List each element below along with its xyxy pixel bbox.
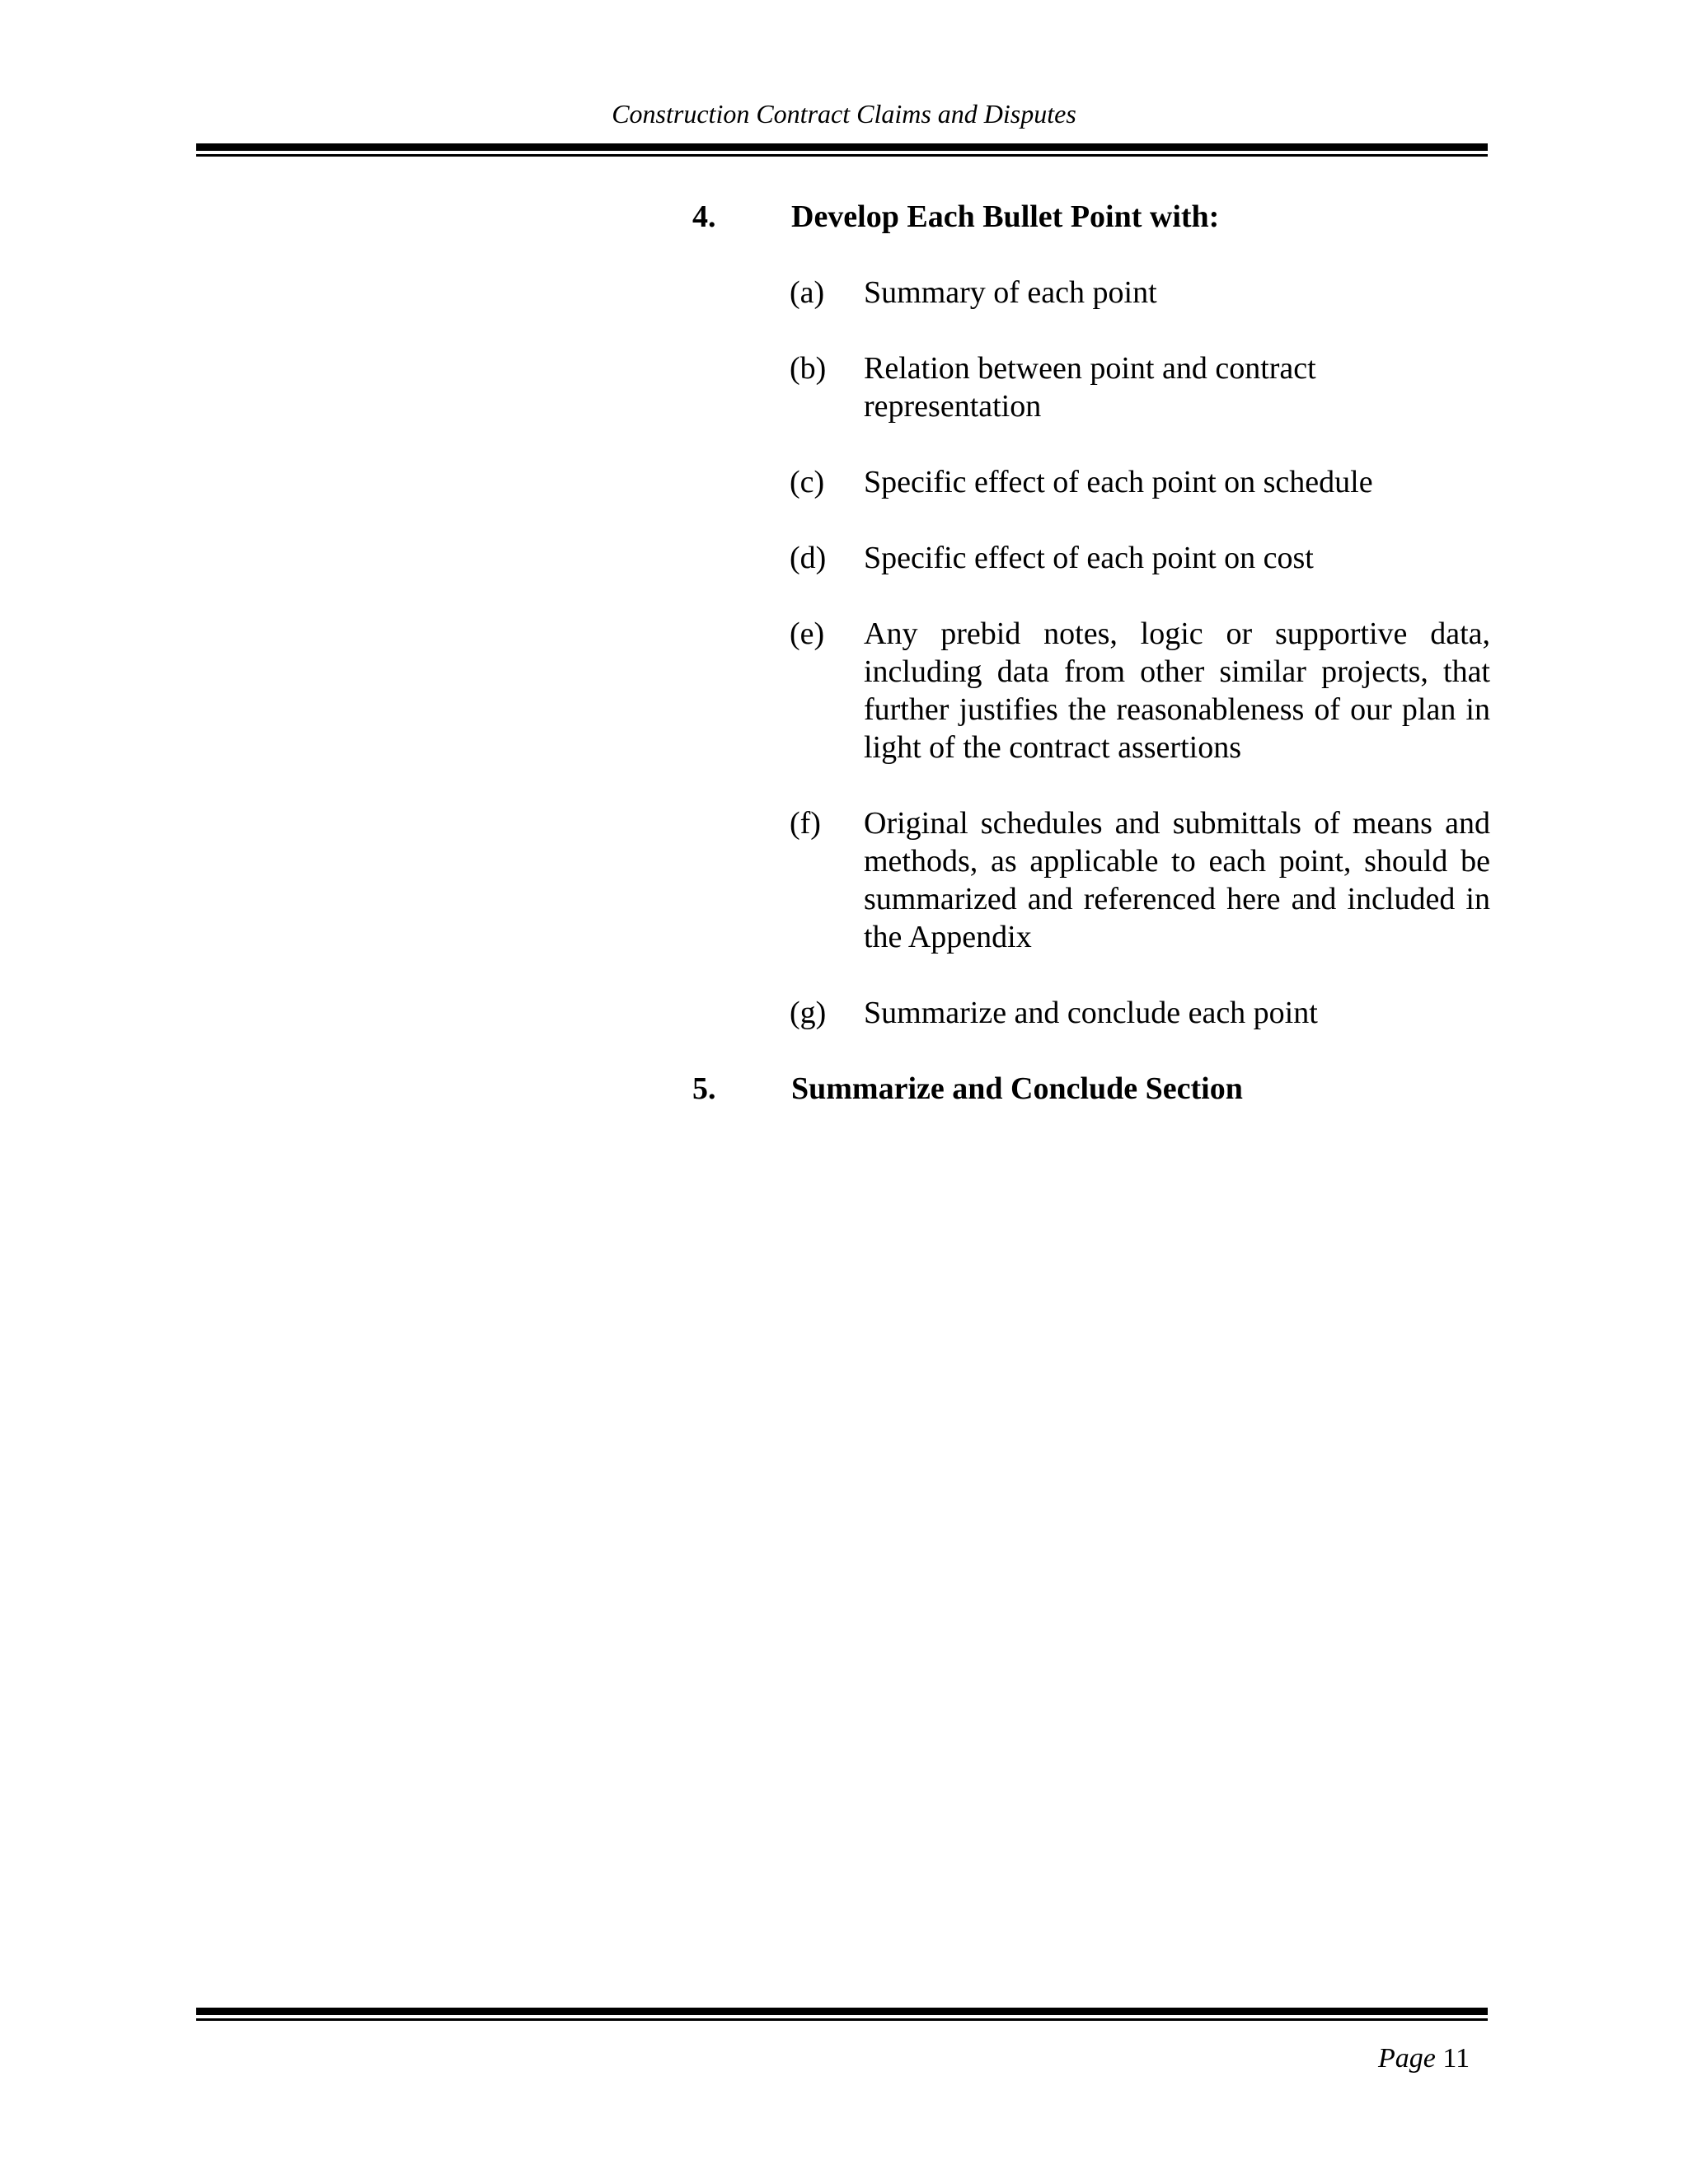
item-text: Summarize and conclude each point bbox=[864, 996, 1318, 1030]
section-number: 5. bbox=[692, 1071, 716, 1106]
section-5-heading bbox=[692, 1070, 1243, 1108]
list-item-f bbox=[790, 804, 1490, 956]
list-item-b bbox=[790, 349, 1490, 425]
item-marker: (b) bbox=[790, 351, 827, 386]
page-number-value: 11 bbox=[1442, 2043, 1470, 2074]
page-label: Page bbox=[1378, 2043, 1436, 2074]
page-number bbox=[1378, 2042, 1470, 2075]
item-marker: (f) bbox=[790, 806, 821, 841]
running-header: Construction Contract Claims and Disputes bbox=[612, 99, 1076, 129]
footer-rule-thin bbox=[196, 2018, 1488, 2021]
list-item-e bbox=[790, 615, 1490, 766]
section-title: Summarize and Conclude Section bbox=[791, 1071, 1243, 1106]
section-title: Develop Each Bullet Point with: bbox=[791, 199, 1220, 234]
item-text: Specific effect of each point on schedule bbox=[864, 465, 1373, 499]
item-marker: (c) bbox=[790, 465, 825, 499]
section-4-heading bbox=[692, 198, 1219, 236]
list-item-a bbox=[790, 274, 1490, 312]
item-marker: (d) bbox=[790, 541, 827, 575]
item-text: Any prebid notes, logic or supportive data, including data from other similar projects, that further justifies the reasonableness of our plan in light of the contract assertions bbox=[864, 616, 1490, 765]
footer-rule-thick bbox=[196, 2008, 1488, 2015]
item-marker: (a) bbox=[790, 275, 825, 310]
item-text: Original schedules and submittals of means and methods, as applicable to each point, should be summarized and referenced here and included in the Appendix bbox=[864, 806, 1490, 954]
list-item-g bbox=[790, 994, 1490, 1032]
list-item-d bbox=[790, 539, 1490, 577]
item-marker: (e) bbox=[790, 616, 825, 651]
item-text: Relation between point and contract representation bbox=[864, 351, 1316, 424]
list-item-c bbox=[790, 463, 1490, 501]
item-marker: (g) bbox=[790, 996, 827, 1030]
item-text: Summary of each point bbox=[864, 275, 1157, 310]
header-rule-thick bbox=[196, 143, 1488, 151]
section-number: 4. bbox=[692, 199, 716, 234]
header-rule-thin bbox=[196, 154, 1488, 157]
item-text: Specific effect of each point on cost bbox=[864, 541, 1314, 575]
